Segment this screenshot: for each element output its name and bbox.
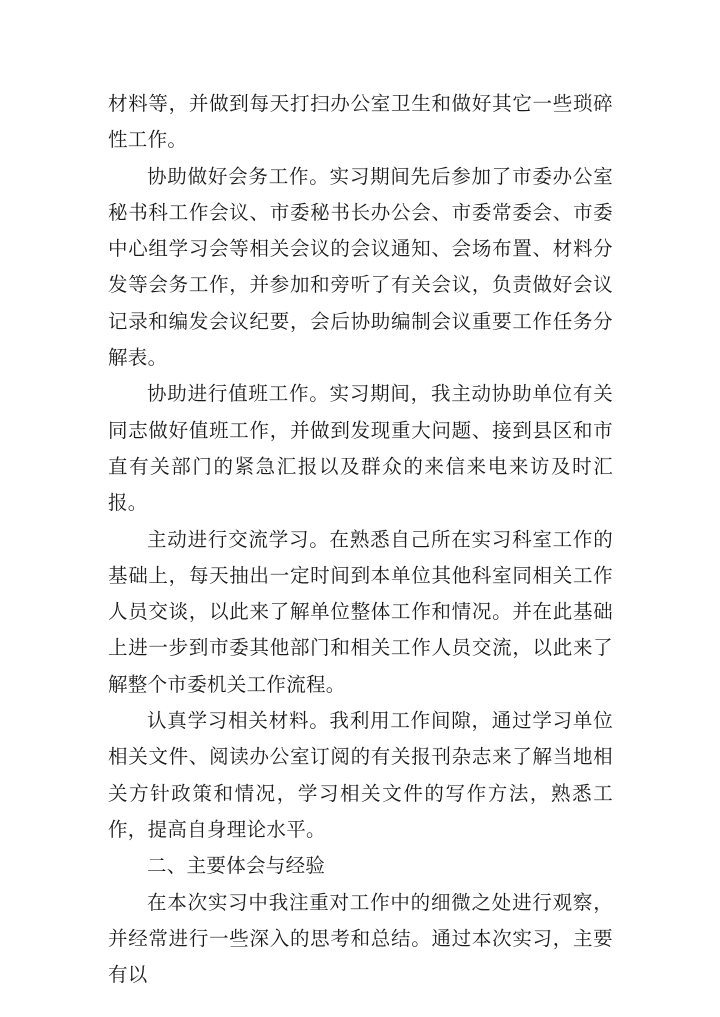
section-heading: 二、主要体会与经验 bbox=[147, 854, 326, 878]
document-body bbox=[108, 86, 613, 993]
paragraph-meeting-work: 协助做好会务工作。实习期间先后参加了市委办公室秘书科工作会议、市委秘书长办公会、市委常委会、市委中心组学习会等相关会议的会议通知、会场布置、材料分发等会务工作，并参加和旁听了有关会议，负责做好会议记录和编发会议纪要，会后协助编制会议重要工作任务分解表。 bbox=[108, 164, 613, 370]
paragraph-continuation: 材料等，并做到每天打扫办公室卫生和做好其它一些琐碎性工作。 bbox=[108, 92, 613, 152]
paragraph-study-materials: 认真学习相关材料。我利用工作间隙，通过学习单位相关文件、阅读办公室订阅的有关报刊杂志来了解当地相关方针政策和情况，学习相关文件的写作方法，熟悉工作，提高自身理论水平。 bbox=[108, 709, 613, 841]
paragraph-experience: 在本次实习中我注重对工作中的细微之处进行观察，并经常进行一些深入的思考和总结。通过本次实习，主要有以 bbox=[108, 890, 613, 987]
paragraph-duty-work: 协助进行值班工作。实习期间，我主动协助单位有关同志做好值班工作，并做到发现重大问题、接到县区和市直有关部门的紧急汇报以及群众的来信来电来访及时汇报。 bbox=[108, 382, 613, 515]
paragraph-exchange-learning: 主动进行交流学习。在熟悉自己所在实习科室工作的基础上，每天抽出一定时间到本单位其他科室同相关工作人员交谈，以此来了解单位整体工作和情况。并在此基础上进一步到市委其他部门和相关工作人员交流，以此来了解整个市委机关工作流程。 bbox=[108, 527, 613, 696]
